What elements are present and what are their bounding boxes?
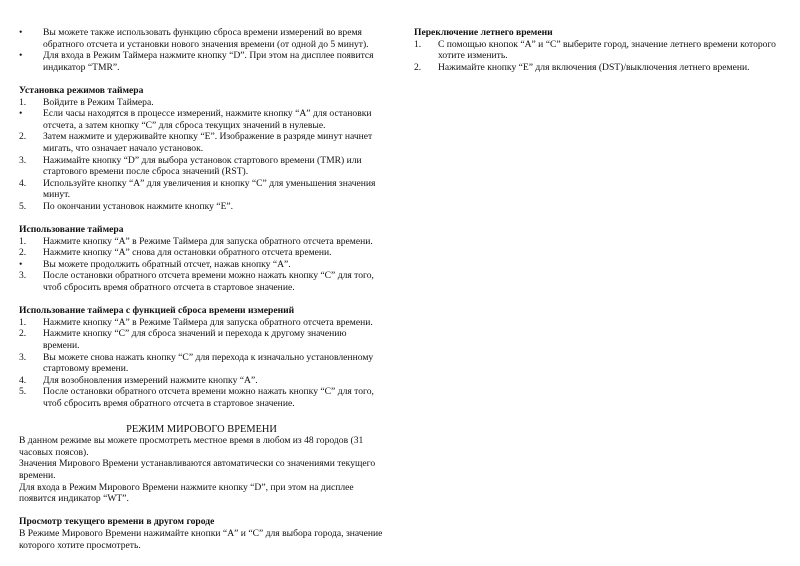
item-marker: • [19, 108, 23, 120]
item-marker: 2. [19, 247, 27, 259]
list-item [19, 97, 384, 109]
item-marker: 4. [19, 374, 27, 386]
list-item [19, 27, 384, 50]
list-item [19, 108, 384, 131]
item-marker: 3. [19, 154, 27, 166]
item-marker: 1. [19, 316, 27, 328]
item-marker: 1. [19, 235, 27, 247]
timer-setup-list [19, 97, 384, 213]
list-item [19, 247, 384, 259]
item-text: Используйте кнопку “A” для увеличения и кнопку “C” для уменьшения значения минут. [43, 177, 376, 201]
list-item [19, 270, 384, 293]
item-text: Затем нажмите и удерживайте кнопку “E”. Изображение в разряде минут начнет мигать, что означает начало установок. [43, 131, 373, 154]
item-marker: 5. [19, 200, 27, 212]
item-marker: 1. [19, 96, 27, 108]
list-item [19, 178, 384, 201]
item-text: Нажмите кнопку “A” в Режиме Таймера для запуска обратного отсчета времени. [43, 235, 373, 247]
bullet: • [19, 27, 23, 38]
list-item [19, 259, 384, 271]
dst-heading: Переключение летнего времени [414, 27, 553, 38]
item-text: Нажмите кнопку “A” в Режиме Таймера для запуска обратного отсчета времени. [43, 316, 373, 328]
item-text: Для возобновления измерений нажмите кнопку “A”. [43, 374, 258, 386]
list-item [19, 131, 384, 154]
item-text: С помощью кнопок “A” и “C” выберите город, значение летнего времени которого хотите изменить. [438, 38, 776, 62]
item-text: После остановки обратного отсчета времени можно нажать кнопку “C” для того, чтоб сбросить время обратного отсчета в стартовое значение. [43, 270, 374, 294]
item-text: По окончании установок нажмите кнопку “E”. [43, 200, 234, 212]
timer-reset-heading: Использование таймера с функцией сброса времени измерений [19, 305, 295, 317]
item-marker: 2. [19, 328, 27, 340]
other-city-heading: Просмотр текущего времени в другом городе [19, 516, 215, 528]
item-text: Вы можете снова нажать кнопку “C” для перехода к изначально установленному стартовому времени. [43, 351, 374, 375]
item-marker: 5. [19, 386, 27, 398]
item-text: Нажмите кнопку “A” снова для остановки обратного отсчета времени. [43, 247, 332, 259]
list-item [19, 375, 384, 387]
list-item [414, 62, 789, 74]
timer-usage-heading: Использование таймера [19, 224, 124, 236]
list-item [19, 352, 384, 375]
list-item [19, 386, 384, 409]
list-item [19, 155, 384, 178]
item-text: Вы можете также использовать функцию сброса времени измерений во время обратного отсчета и установки нового значения времени (от одной до 5 минут). [43, 27, 369, 50]
timer-setup-heading: Установка режимов таймера [19, 84, 144, 96]
world-time-paragraph: Для входа в Режим Мирового Времени нажмите кнопку “D”, при этом на дисплее появится индикатор “WT”. [19, 481, 354, 505]
item-text: После остановки обратного отсчета времени можно нажать кнопку “C” для того, чтоб сбросить время обратного отсчета в стартовое значение. [43, 386, 374, 409]
world-time-paragraph: В данном режиме вы можете просмотреть местное время в любом из 48 городов (31 часовых поясов). [19, 435, 364, 458]
item-marker: 4. [19, 177, 27, 189]
list-item [414, 39, 789, 62]
world-time-paragraph: Значения Мирового Времени устанавливаются автоматически со значениями текущего времени. [19, 458, 376, 481]
item-text: Если часы находятся в процессе измерений, нажмите кнопку “A” для остановки отсчета, а затем кнопку “C” для сброса текущих значений в нулевые. [43, 108, 372, 131]
item-marker: 3. [19, 270, 27, 282]
world-time-title: РЕЖИМ МИРОВОГО ВРЕМЕНИ [126, 423, 277, 435]
list-item [19, 201, 384, 213]
item-marker: 2. [19, 131, 27, 143]
list-item [19, 328, 384, 351]
item-text: Войдите в Режим Таймера. [43, 96, 154, 108]
item-marker: 3. [19, 351, 27, 363]
bullet: • [19, 50, 23, 62]
item-text: Нажимайте кнопку “D” для выбора установок стартового времени (TMR) или стартового времени после сброса значений (RST). [43, 154, 362, 178]
right-column [414, 27, 789, 73]
item-text: Вы можете продолжить обратный отсчет, нажав кнопку “A”. [43, 258, 291, 270]
list-item [19, 50, 384, 73]
item-marker: 1. [414, 38, 422, 50]
dst-list [414, 39, 789, 74]
item-text: Нажмите кнопку “C” для сброса значений и перехода к другому значению времени. [43, 328, 347, 352]
other-city-paragraph: В Режиме Мирового Времени нажимайте кнопки “A” и “C” для выбора города, значение которого хотите просмотреть. [19, 527, 383, 551]
list-item [19, 236, 384, 248]
left-column [19, 27, 384, 551]
timer-reset-list [19, 317, 384, 410]
list-item [19, 317, 384, 329]
intro-list [19, 27, 384, 73]
item-marker: 2. [414, 61, 422, 73]
item-text: Нажимайте кнопку “E” для включения (DST)/выключения летнего времени. [438, 61, 750, 73]
timer-usage-list [19, 236, 384, 294]
item-marker: • [19, 258, 23, 270]
item-text: Для входа в Режим Таймера нажмите кнопку “D”. При этом на дисплее появится индикатор “TMR”. [43, 50, 374, 73]
